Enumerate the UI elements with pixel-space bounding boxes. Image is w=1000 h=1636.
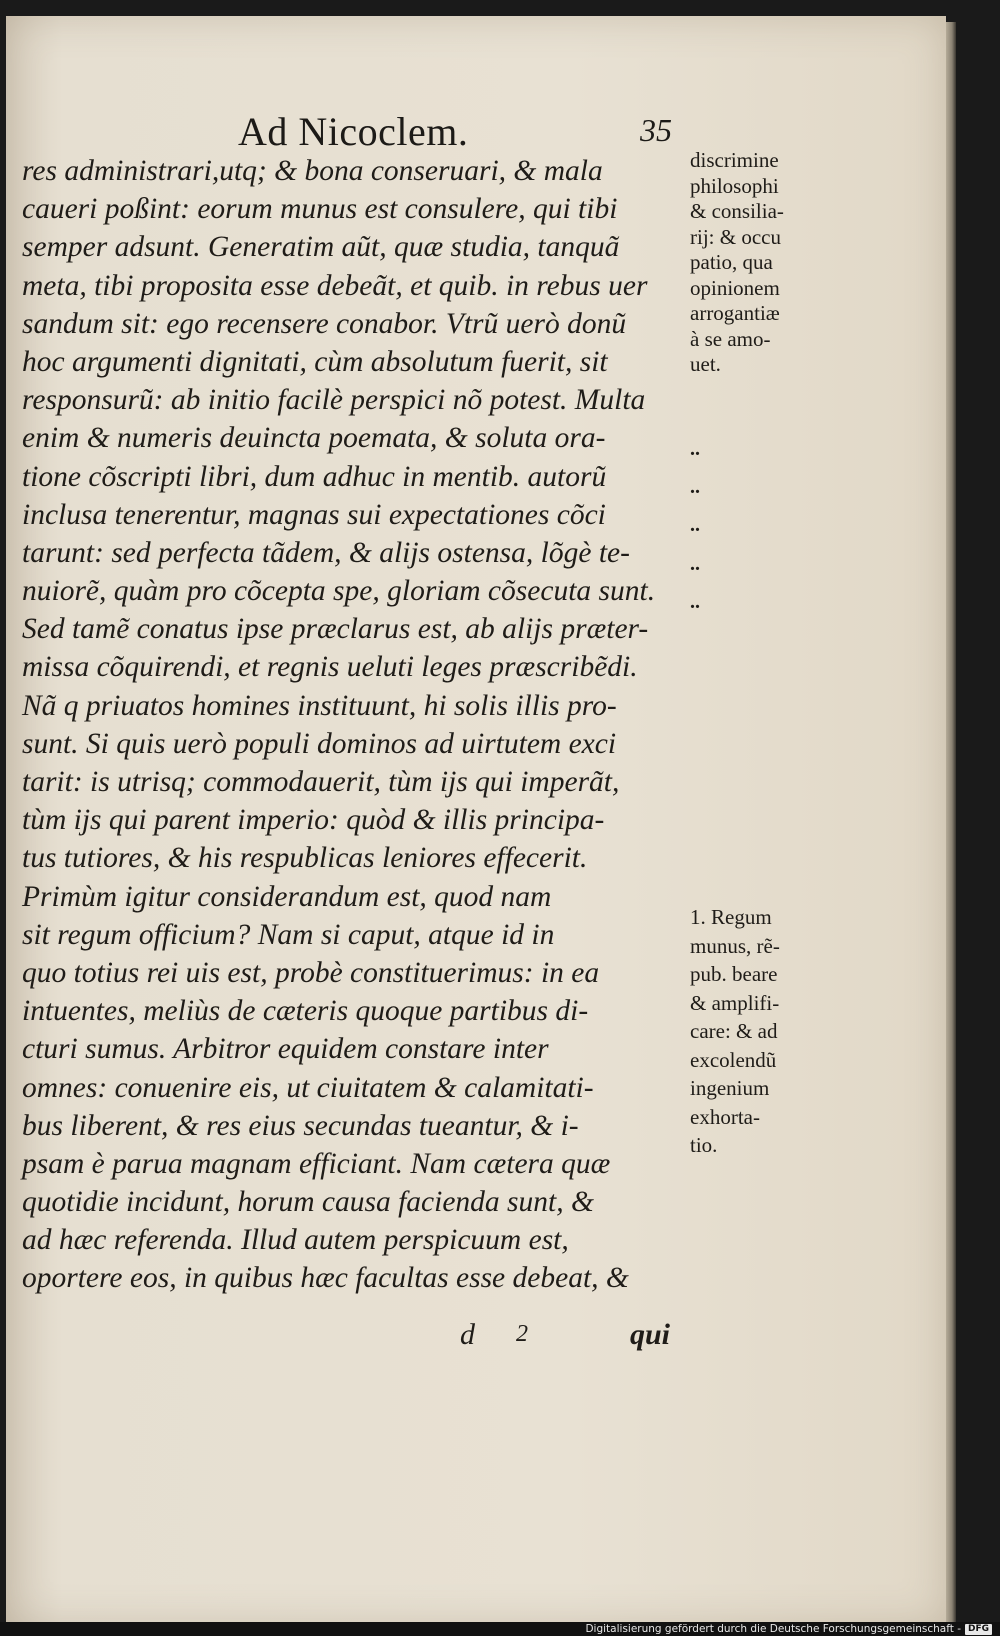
text-line: res administrari,utq; & bona conseruari, & mala — [22, 155, 603, 187]
text-line: bus liberent, & res eius secundas tueantur, & i- — [22, 1109, 579, 1142]
text-line: omnes: conuenire eis, ut ciuitatem & calamitati- — [22, 1071, 594, 1104]
quote-mark: .. — [690, 590, 700, 613]
text-line: sit regum officium? Nam si caput, atque id in — [22, 918, 555, 951]
margin-note-line: & amplifi- — [690, 990, 780, 1015]
margin-note-line: 1. Regum — [690, 905, 772, 929]
catchword: qui — [630, 1318, 671, 1351]
margin-note-line: care: & ad — [690, 1019, 778, 1043]
quote-mark: .. — [690, 514, 700, 537]
margin-note-line: uet. — [690, 352, 721, 376]
text-line: nuiorẽ, quàm pro cõcepta spe, gloriam cõsecuta sunt. — [22, 575, 656, 608]
margin-note-line: patio, qua — [690, 250, 773, 274]
margin-note-line: ingenium — [690, 1076, 770, 1100]
footer-credit — [585, 1622, 992, 1636]
text-line: quo totius rei uis est, probè constituerimus: in ea — [22, 956, 600, 989]
text-line: tione cõscripti libri, dum adhuc in mentib. autorũ — [22, 460, 607, 493]
dfg-logo: DFG — [965, 1624, 992, 1635]
text-line: enim & numeris deuincta poemata, & soluta ora- — [22, 422, 606, 455]
text-line: tarit: is utrisq; commodauerit, tùm ijs qui imperãt, — [22, 766, 620, 798]
margin-note-line: opinionem — [690, 275, 780, 300]
text-line: tus tutiores, & his respublicas leniores effecerit. — [22, 842, 588, 875]
text-line: intuentes, meliùs de cæteris quoque partibus di- — [22, 995, 589, 1028]
text-line: cturi sumus. Arbitror equidem constare inter — [22, 1033, 549, 1066]
margin-note-bottom — [690, 903, 820, 1160]
text-line: responsurũ: ab initio facilè perspici nõ potest. Multa — [22, 384, 646, 417]
signature-number: 2 — [516, 1321, 528, 1347]
margin-note-line: excolendũ — [690, 1047, 777, 1072]
margin-note-line: arrogantiæ — [690, 301, 780, 325]
text-line: quotidie incidunt, horum causa facienda sunt, & — [22, 1186, 594, 1219]
text-line: inclusa tenerentur, magnas sui expectationes cõci — [22, 498, 606, 531]
text-line: caueri poßint: eorum munus est consulere, qui tibi — [22, 193, 618, 226]
margin-note-line: rij: & occu — [690, 224, 781, 249]
margin-note-line: tio. — [690, 1133, 718, 1157]
text-line: Sed tamẽ conatus ipse præclarus est, ab alijs præter- — [22, 613, 649, 646]
page-number: 35 — [640, 112, 672, 148]
margin-note-line: munus, rẽ- — [690, 933, 780, 958]
text-line: Primùm igitur considerandum est, quod nam — [22, 880, 552, 913]
margin-note-line: & consilia- — [690, 199, 784, 223]
footer-text: Digitalisierung gefördert durch die Deutsche Forschungsgemeinschaft - — [585, 1623, 961, 1635]
margin-quote-marks — [690, 430, 730, 621]
quote-mark: .. — [690, 476, 700, 499]
signature-letter: d — [460, 1318, 475, 1351]
text-line: hoc argumenti dignitati, cùm absolutum fuerit, sit — [22, 345, 608, 378]
text-line: sandum sit: ego recensere conabor. Vtrũ uerò donũ — [22, 307, 627, 340]
quote-mark: .. — [690, 438, 700, 460]
margin-note-line: à se amo- — [690, 326, 771, 351]
text-line: sunt. Si quis uerò populi dominos ad uirtutem exci — [22, 727, 617, 760]
text-line: missa cõquirendi, et regnis ueluti leges præscribẽdi. — [22, 651, 638, 684]
margin-note-top — [690, 148, 820, 378]
text-line: ad hæc referenda. Illud autem perspicuum est, — [22, 1224, 569, 1257]
text-line: semper adsunt. Generatim aũt, quæ studia, tanquã — [22, 231, 620, 264]
margin-note-line: discrimine — [690, 148, 779, 172]
text-line: Nã q priuatos homines instituunt, hi solis illis pro- — [22, 689, 617, 722]
margin-note-line: pub. beare — [690, 962, 778, 986]
page-edge — [946, 22, 956, 1622]
quote-mark: .. — [690, 552, 700, 575]
margin-note-line: philosophi — [690, 173, 779, 198]
margin-note-line: exhorta- — [690, 1104, 760, 1129]
running-head: Ad Nicoclem. — [238, 109, 469, 154]
text-line: tùm ijs qui parent imperio: quòd & illis principa- — [22, 804, 605, 837]
text-line: tarunt: sed perfecta tãdem, & alijs ostensa, lõgè te- — [22, 536, 630, 569]
text-line: psam è parua magnam efficiant. Nam cætera quæ — [22, 1147, 611, 1180]
text-line: meta, tibi proposita esse debeãt, et quib. in rebus uer — [22, 269, 648, 302]
text-line: oportere eos, in quibus hæc facultas esse debeat, & — [22, 1262, 629, 1295]
main-text-block — [22, 152, 682, 1298]
